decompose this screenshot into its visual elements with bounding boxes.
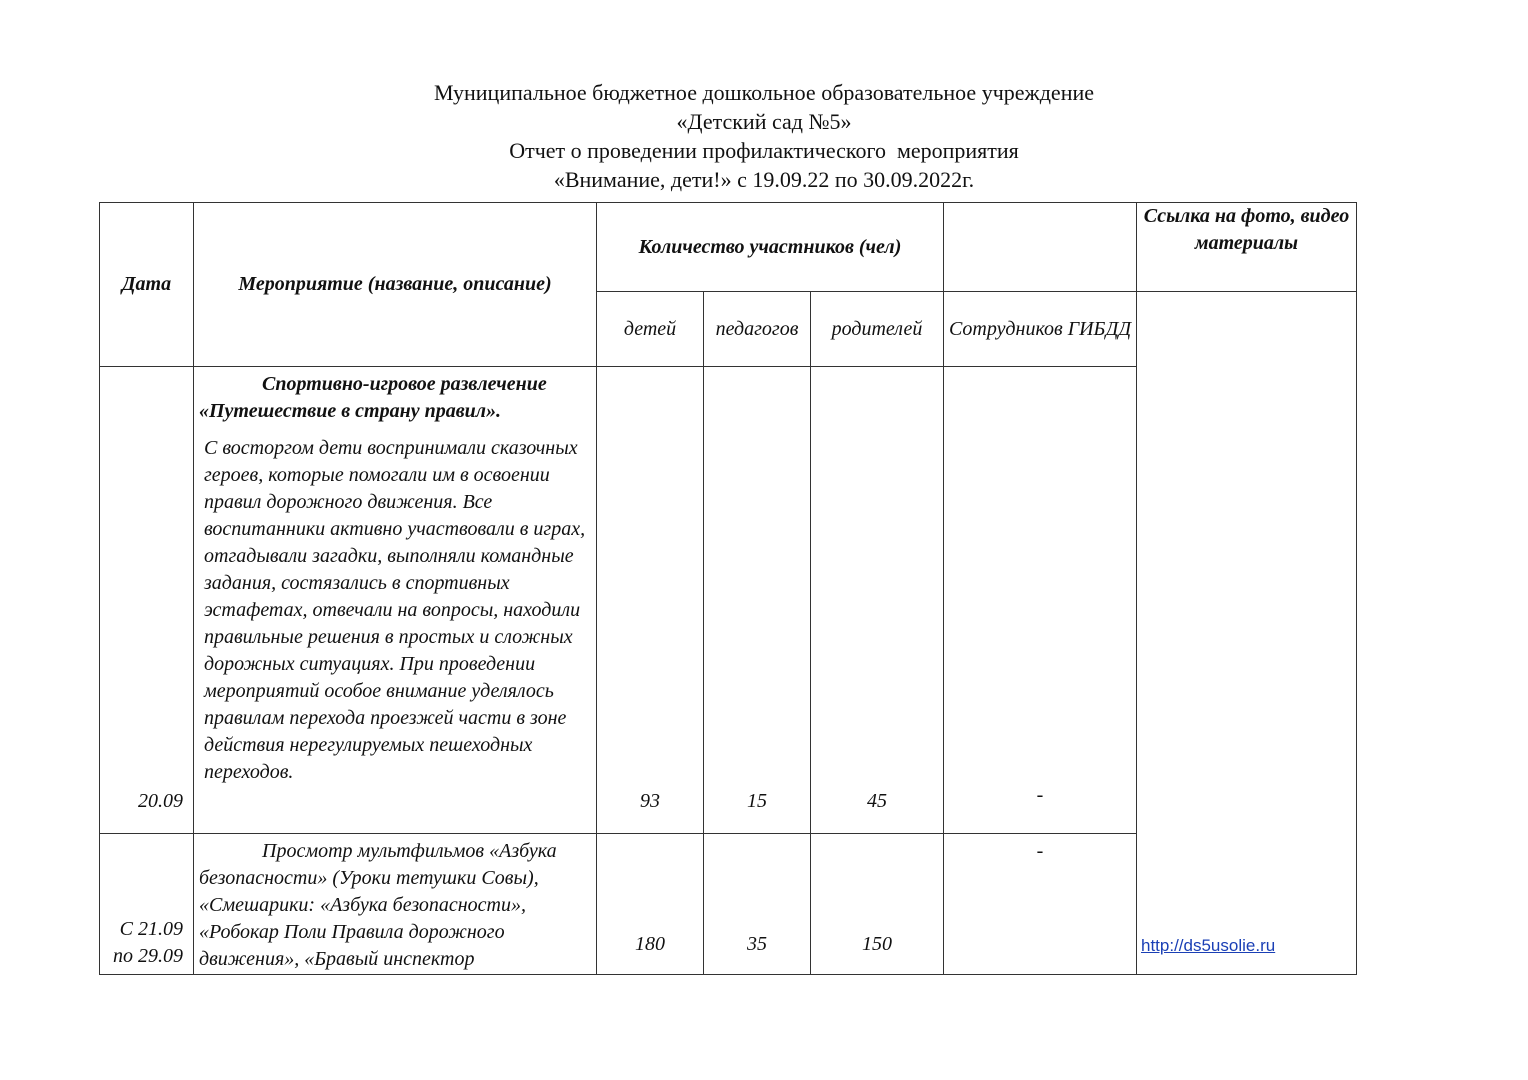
row1-police: - [944,367,1137,834]
row2-event [194,834,597,975]
row2-children: 180 [597,834,704,975]
row2-date [100,834,194,975]
header-institution: Муниципальное бюджетное дошкольное образовательное учреждение [434,80,1094,105]
header-kindergarten: «Детский сад №5» [676,109,852,134]
header-participants: Количество участников (чел) [597,203,944,292]
row1-teachers: 15 [704,367,811,834]
row2-date-line1: С 21.09 [119,918,183,940]
link-cell [1137,292,1357,975]
row1-description: С восторгом дети воспринимали сказочных героев, которые помогали им в освоении правил дорожного движения. Все воспитанники активно участвовали в играх, отгадывали загадки, выполняли командные задания, состязались в спортивных эстафетах, отвечали на вопросы, находили правильные решения в простых и сложных дорожных ситуациях. При проведении мероприятий особое внимание уделялось правилам перехода проезжей части в зоне действия нерегулируемых пешеходных переходов. [204,437,586,783]
row2-parents: 150 [811,834,944,975]
header-link: Ссылка на фото, видео материалы [1137,203,1357,292]
row2-description-line1: Просмотр мультфильмов «Азбука [262,840,557,862]
subheader-children: детей [597,292,704,367]
row1-date: 20.09 [100,367,194,834]
report-table [99,202,1357,975]
subheader-teachers: педагогов [704,292,811,367]
header-event-period: «Внимание, дети!» с 19.09.22 по 30.09.2022г. [553,167,975,192]
table-header-row [100,203,1357,292]
header-empty-cell [944,203,1137,292]
header-date: Дата [100,203,194,367]
row1-title-line2: «Путешествие в страну правил». [199,400,502,422]
row1-title-line1: Спортивно-игровое развлечение [262,373,547,395]
row1-event [194,367,597,834]
row2-description-rest: безопасности» (Уроки тетушки Совы), «Смешарики: «Азбука безопасности», «Робокар Поли Правила дорожного движения», «Бравый инспектор [199,867,539,970]
site-link[interactable]: http://ds5usolie.ru [1141,936,1276,955]
subheader-police: Сотрудников ГИБДД [944,292,1137,367]
header-event: Мероприятие (название, описание) [194,203,597,367]
row2-date-line2: по 29.09 [113,945,183,967]
row1-children: 93 [597,367,704,834]
row2-police: - [944,834,1137,975]
row2-teachers: 35 [704,834,811,975]
document-header [0,78,1528,194]
row1-parents: 45 [811,367,944,834]
subheader-parents: родителей [811,292,944,367]
header-report-title: Отчет о проведении профилактического мероприятия [509,138,1019,163]
